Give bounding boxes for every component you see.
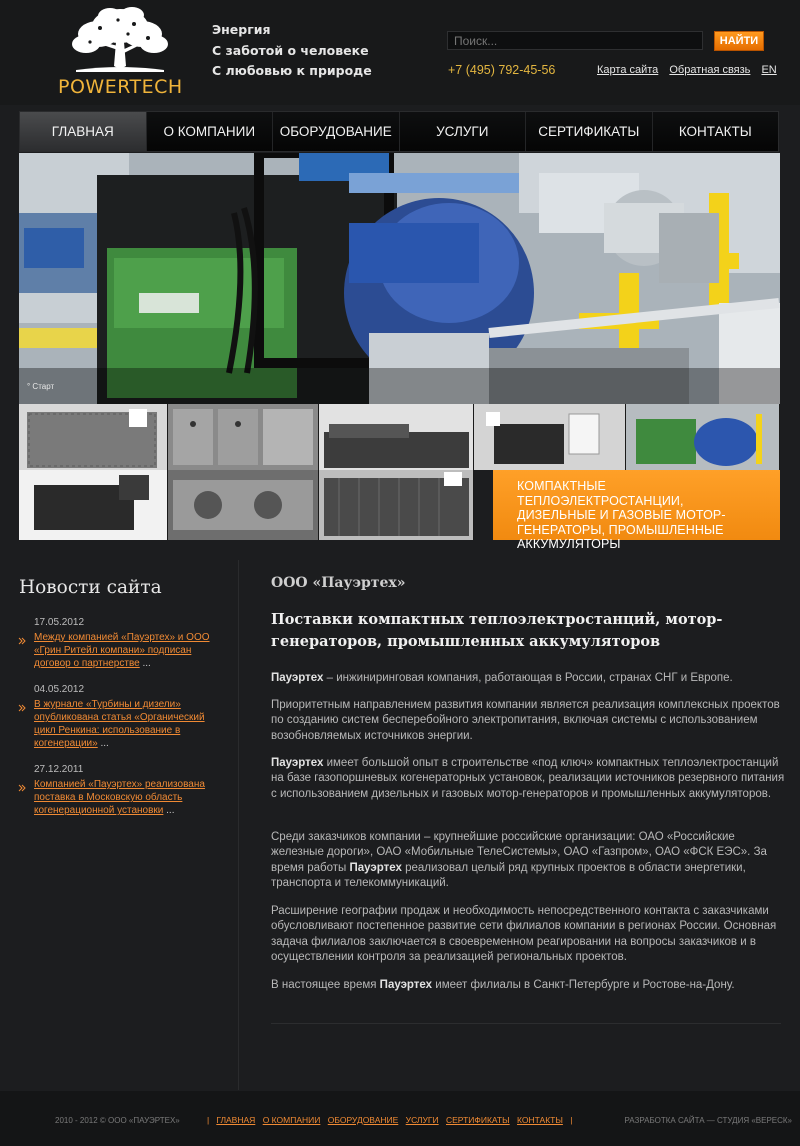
footer-link-home[interactable]: ГЛАВНАЯ <box>216 1115 256 1125</box>
footer-link-about[interactable]: О КОМПАНИИ <box>262 1115 321 1125</box>
slogan-line: Энергия <box>212 22 271 37</box>
link-bullet-icon <box>18 637 26 645</box>
page-title: Поставки компактных теплоэлектростанций, мотор-генераторов, промышленных аккумуляторов <box>271 611 723 650</box>
news-sidebar <box>0 560 239 1090</box>
thumbnail[interactable] <box>474 404 626 470</box>
paragraph <box>271 830 787 891</box>
brand-word: Пауэртех <box>349 861 402 874</box>
search-input[interactable] <box>447 31 703 50</box>
thumbnail[interactable] <box>19 404 168 470</box>
main-nav <box>19 111 779 152</box>
footer <box>0 1091 800 1146</box>
developer-credits[interactable]: РАЗРАБОТКА САЙТА — СТУДИЯ «ВЕРЕСК» <box>624 1116 792 1125</box>
engine-closeup-photo <box>168 470 319 540</box>
thumbnail[interactable] <box>168 404 319 470</box>
paragraph-text: имеет большой опыт в строительстве «под ключ» компактных теплоэлектростанций на базе газопоршневых когенераторных установок, реализации источников резервного питания с использованием дизельных и газовых мотор-генераторов и промышленных аккумуляторов. <box>271 757 785 800</box>
news-title: Новости сайта <box>19 577 162 598</box>
footer-link-services[interactable]: УСЛУГИ <box>405 1115 439 1125</box>
thumbnail[interactable] <box>319 404 474 470</box>
nav-item-about[interactable]: О КОМПАНИИ <box>147 112 274 151</box>
phone-number: +7 (495) 792-45-56 <box>448 63 556 77</box>
search-button[interactable]: НАЙТИ <box>714 31 764 51</box>
paragraph-text: В настоящее время <box>271 979 380 991</box>
language-en-link[interactable]: EN <box>761 64 777 76</box>
thumbnail[interactable] <box>626 404 780 470</box>
nav-item-contacts[interactable]: КОНТАКТЫ <box>678 124 752 139</box>
thumbnail[interactable] <box>19 470 168 540</box>
switchboard-photo <box>168 404 319 470</box>
paragraph <box>271 756 787 802</box>
news-link[interactable]: Компанией «Пауэртех» реализована поставка в Московскую область когенерационной установки <box>34 779 205 816</box>
slideshow-start-label[interactable]: ° Старт <box>27 382 55 391</box>
paragraph-text: Среди заказчиков компании – крупнейшие российские организации: ОАО «Российские железные дороги», ОАО «Мобильные ТелеСистемы», ОАО «Газпром», ОАО «ФСК ЕЭС». За время работы <box>271 831 767 874</box>
generator-photo <box>19 153 780 404</box>
generator-set-photo <box>319 404 474 470</box>
container-photo <box>19 404 168 470</box>
paragraph: Приоритетным направлением развития компании является реализация комплексных проектов по созданию систем бесперебойного электропитания, включая системы с использованием возобновляемых источников энергии. <box>271 699 780 742</box>
feedback-link[interactable]: Обратная связь <box>669 64 751 76</box>
brand-word: Пауэртех <box>379 979 433 991</box>
copyright: 2010 - 2012 © ООО «ПАУЭРТЕХ» <box>55 1116 180 1125</box>
footer-link-certificates[interactable]: СЕРТИФИКАТЫ <box>446 1115 510 1125</box>
hero-slideshow[interactable] <box>19 153 780 404</box>
paragraph: Расширение географии продаж и необходимость непосредственного контакта с заказчиками обусловливают постепенное развитие сети филиалов компании в регионах России. Основная задача филиалов заключается в своевременном реагировании на вопросы заказчиков и в осуществлении контроля за реализацией региональных проектов. <box>271 905 777 963</box>
promo-banner[interactable]: КОМПАКТНЫЕ ТЕПЛОЭЛЕКТРОСТАНЦИИ, ДИЗЕЛЬНЫЕ И ГАЗОВЫЕ МОТОР-ГЕНЕРАТОРЫ, ПРОМЫШЛЕННЫЕ АККУМУЛЯТОРЫ <box>493 470 780 540</box>
logo[interactable] <box>58 6 182 98</box>
diesel-generator-photo <box>474 404 626 470</box>
paragraph-text: – инжиниринговая компания, работающая в России, странах СНГ и Европе. <box>323 672 733 684</box>
logo-text: POWERTECH <box>58 76 183 98</box>
slogan-line: С заботой о человеке <box>212 42 369 58</box>
paragraph <box>271 671 787 686</box>
nav-item-certificates[interactable]: СЕРТИФИКАТЫ <box>526 112 653 151</box>
container-module-photo <box>319 470 474 540</box>
company-name: ООО «Пауэртех» <box>271 575 406 591</box>
gas-engine-photo <box>626 404 780 470</box>
news-date: 27.12.2011 <box>34 764 84 775</box>
footer-separator: | <box>570 1115 573 1125</box>
news-date: 04.05.2012 <box>34 684 85 695</box>
thumbnail[interactable] <box>319 470 474 540</box>
sitemap-link[interactable]: Карта сайта <box>597 64 659 76</box>
news-more: ... <box>163 805 175 816</box>
top-links <box>597 64 777 76</box>
nav-item-services[interactable]: УСЛУГИ <box>400 112 527 151</box>
link-bullet-icon <box>18 704 26 712</box>
news-item <box>34 616 214 670</box>
news-item <box>34 683 214 750</box>
paragraph <box>271 978 787 993</box>
footer-separator: | <box>207 1115 214 1125</box>
paragraph-text: реализовал целый ряд крупных проектов в области энергетики, транспорта и телекоммуникаций. <box>271 861 746 889</box>
footer-link-contacts[interactable]: КОНТАКТЫ <box>517 1115 563 1125</box>
news-item <box>34 763 214 817</box>
slogan <box>212 20 372 82</box>
news-date: 17.05.2012 <box>34 617 85 628</box>
divider <box>271 1023 781 1024</box>
header <box>0 0 800 105</box>
news-link[interactable]: В журнале «Турбины и дизели» опубликована статья «Органический цикл Ренкина: использование в когенерации» <box>34 699 205 749</box>
slogan-line: С любовью к природе <box>212 63 372 78</box>
brand-word: Пауэртех <box>271 757 324 769</box>
nav-item-equipment[interactable]: ОБОРУДОВАНИЕ <box>273 112 400 151</box>
link-bullet-icon <box>18 784 26 792</box>
news-link[interactable]: Между компанией «Пауэртех» и ООО «Грин Ритейл компани» подписан договор о партнерстве <box>34 632 210 669</box>
brand-word: Пауэртех <box>271 672 324 684</box>
nav-item-home[interactable]: ГЛАВНАЯ <box>20 112 147 151</box>
footer-nav <box>207 1115 572 1125</box>
thumbnail[interactable] <box>168 470 319 540</box>
footer-link-equipment[interactable]: ОБОРУДОВАНИЕ <box>327 1115 399 1125</box>
tree-logo-icon <box>70 6 170 74</box>
paragraph-text: имеет филиалы в Санкт-Петербурге и Ростове-на-Дону. <box>432 979 735 991</box>
engine-photo <box>19 470 168 540</box>
product-thumbnails <box>19 404 780 551</box>
news-more: ... <box>97 738 109 749</box>
news-more: ... <box>139 658 151 669</box>
